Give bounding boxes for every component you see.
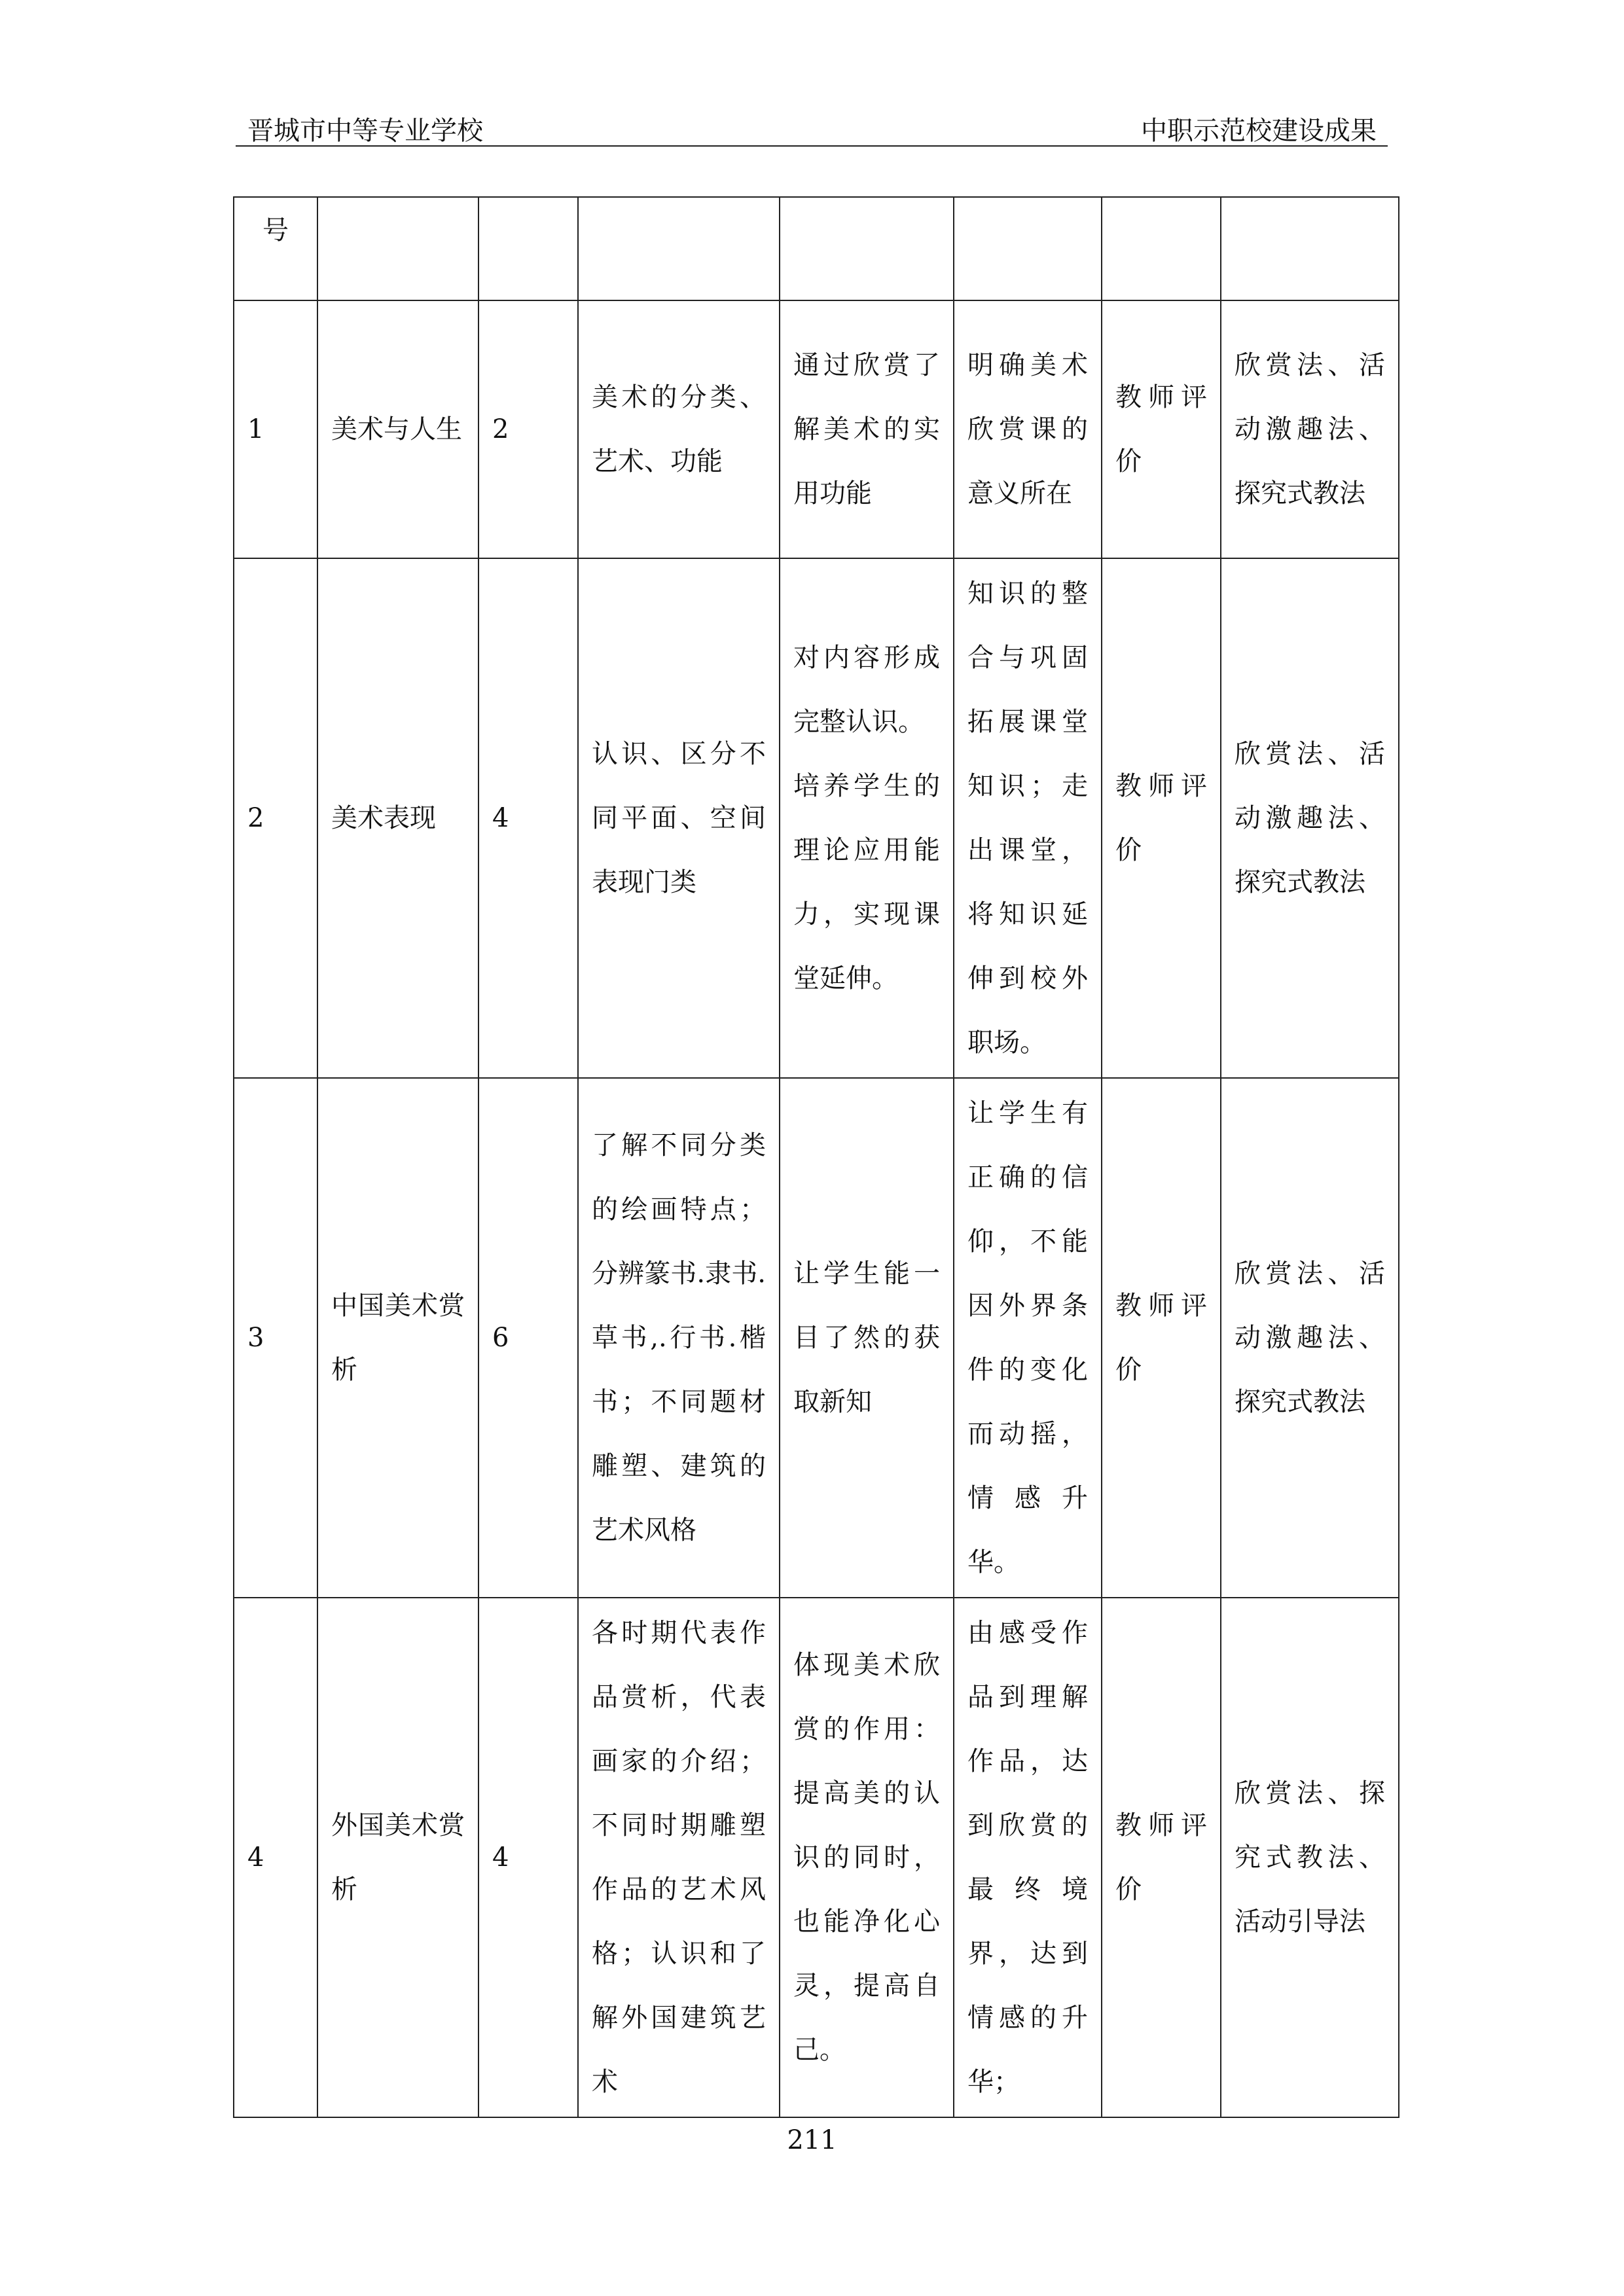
cell-empty — [954, 197, 1102, 300]
cell-content: 了解不同分类的绘画特点；分辨篆书.隶书.草书,.行书.楷书；不同题材雕塑、建筑的艺术风格 — [578, 1078, 780, 1598]
cell-method: 欣赏法、活动激趣法、探究式教法 — [1221, 558, 1399, 1078]
cell-no-header: 号 — [234, 197, 317, 300]
cell-method: 欣赏法、探究式教法、活动引导法 — [1221, 1598, 1399, 2117]
cell-hours: 6 — [478, 1078, 578, 1598]
cell-hours: 2 — [478, 300, 578, 558]
cell-requirement: 由感受作品到理解作品，达到欣赏的最终境界，达到情感的升华； — [954, 1598, 1102, 2117]
cell-empty — [478, 197, 578, 300]
cell-no: 4 — [234, 1598, 317, 2117]
table-row — [234, 300, 1399, 558]
cell-evaluation: 教师评价 — [1102, 1598, 1221, 2117]
header-rule — [236, 145, 1388, 147]
cell-empty — [1102, 197, 1221, 300]
cell-goal: 体现美术欣赏的作用：提高美的认识的同时，也能净化心灵，提高自己。 — [780, 1598, 954, 2117]
table-row — [234, 1598, 1399, 2117]
header-school-name: 晋城市中等专业学校 — [247, 116, 483, 146]
cell-requirement: 明确美术欣赏课的意义所在 — [954, 300, 1102, 558]
cell-method: 欣赏法、活动激趣法、探究式教法 — [1221, 300, 1399, 558]
cell-goal: 通过欣赏了解美术的实用功能 — [780, 300, 954, 558]
cell-hours: 4 — [478, 558, 578, 1078]
cell-hours: 4 — [478, 1598, 578, 2117]
cell-unit: 外国美术赏析 — [317, 1598, 478, 2117]
cell-method: 欣赏法、活动激趣法、探究式教法 — [1221, 1078, 1399, 1598]
cell-no: 2 — [234, 558, 317, 1078]
cell-evaluation: 教师评价 — [1102, 558, 1221, 1078]
cell-empty — [578, 197, 780, 300]
page-number: 211 — [787, 2125, 837, 2155]
cell-empty — [1221, 197, 1399, 300]
cell-empty — [317, 197, 478, 300]
cell-requirement: 让学生有正确的信仰，不能因外界条件的变化而动摇，情感升华。 — [954, 1078, 1102, 1598]
cell-unit: 美术与人生 — [317, 300, 478, 558]
cell-content: 美术的分类、艺术、功能 — [578, 300, 780, 558]
table-row — [234, 1078, 1399, 1598]
cell-no: 3 — [234, 1078, 317, 1598]
table-row — [234, 558, 1399, 1078]
cell-goal: 对内容形成完整认识。 培养学生的理论应用能力，实现课堂延伸。 — [780, 558, 954, 1078]
cell-evaluation: 教师评价 — [1102, 300, 1221, 558]
cell-unit: 美术表现 — [317, 558, 478, 1078]
header-report-title: 中职示范校建设成果 — [1141, 116, 1377, 146]
cell-content: 各时期代表作品赏析，代表画家的介绍；不同时期雕塑作品的艺术风格；认识和了解外国建筑艺术 — [578, 1598, 780, 2117]
cell-empty — [780, 197, 954, 300]
cell-goal: 让学生能一目了然的获取新知 — [780, 1078, 954, 1598]
cell-content: 认识、区分不同平面、空间表现门类 — [578, 558, 780, 1078]
table-continuation-row — [234, 197, 1399, 300]
cell-evaluation: 教师评价 — [1102, 1078, 1221, 1598]
course-schedule-table — [233, 196, 1399, 2118]
cell-requirement: 知识的整合与巩固拓展课堂知识；走出课堂，将知识延伸到校外职场。 — [954, 558, 1102, 1078]
cell-unit: 中国美术赏析 — [317, 1078, 478, 1598]
cell-no: 1 — [234, 300, 317, 558]
